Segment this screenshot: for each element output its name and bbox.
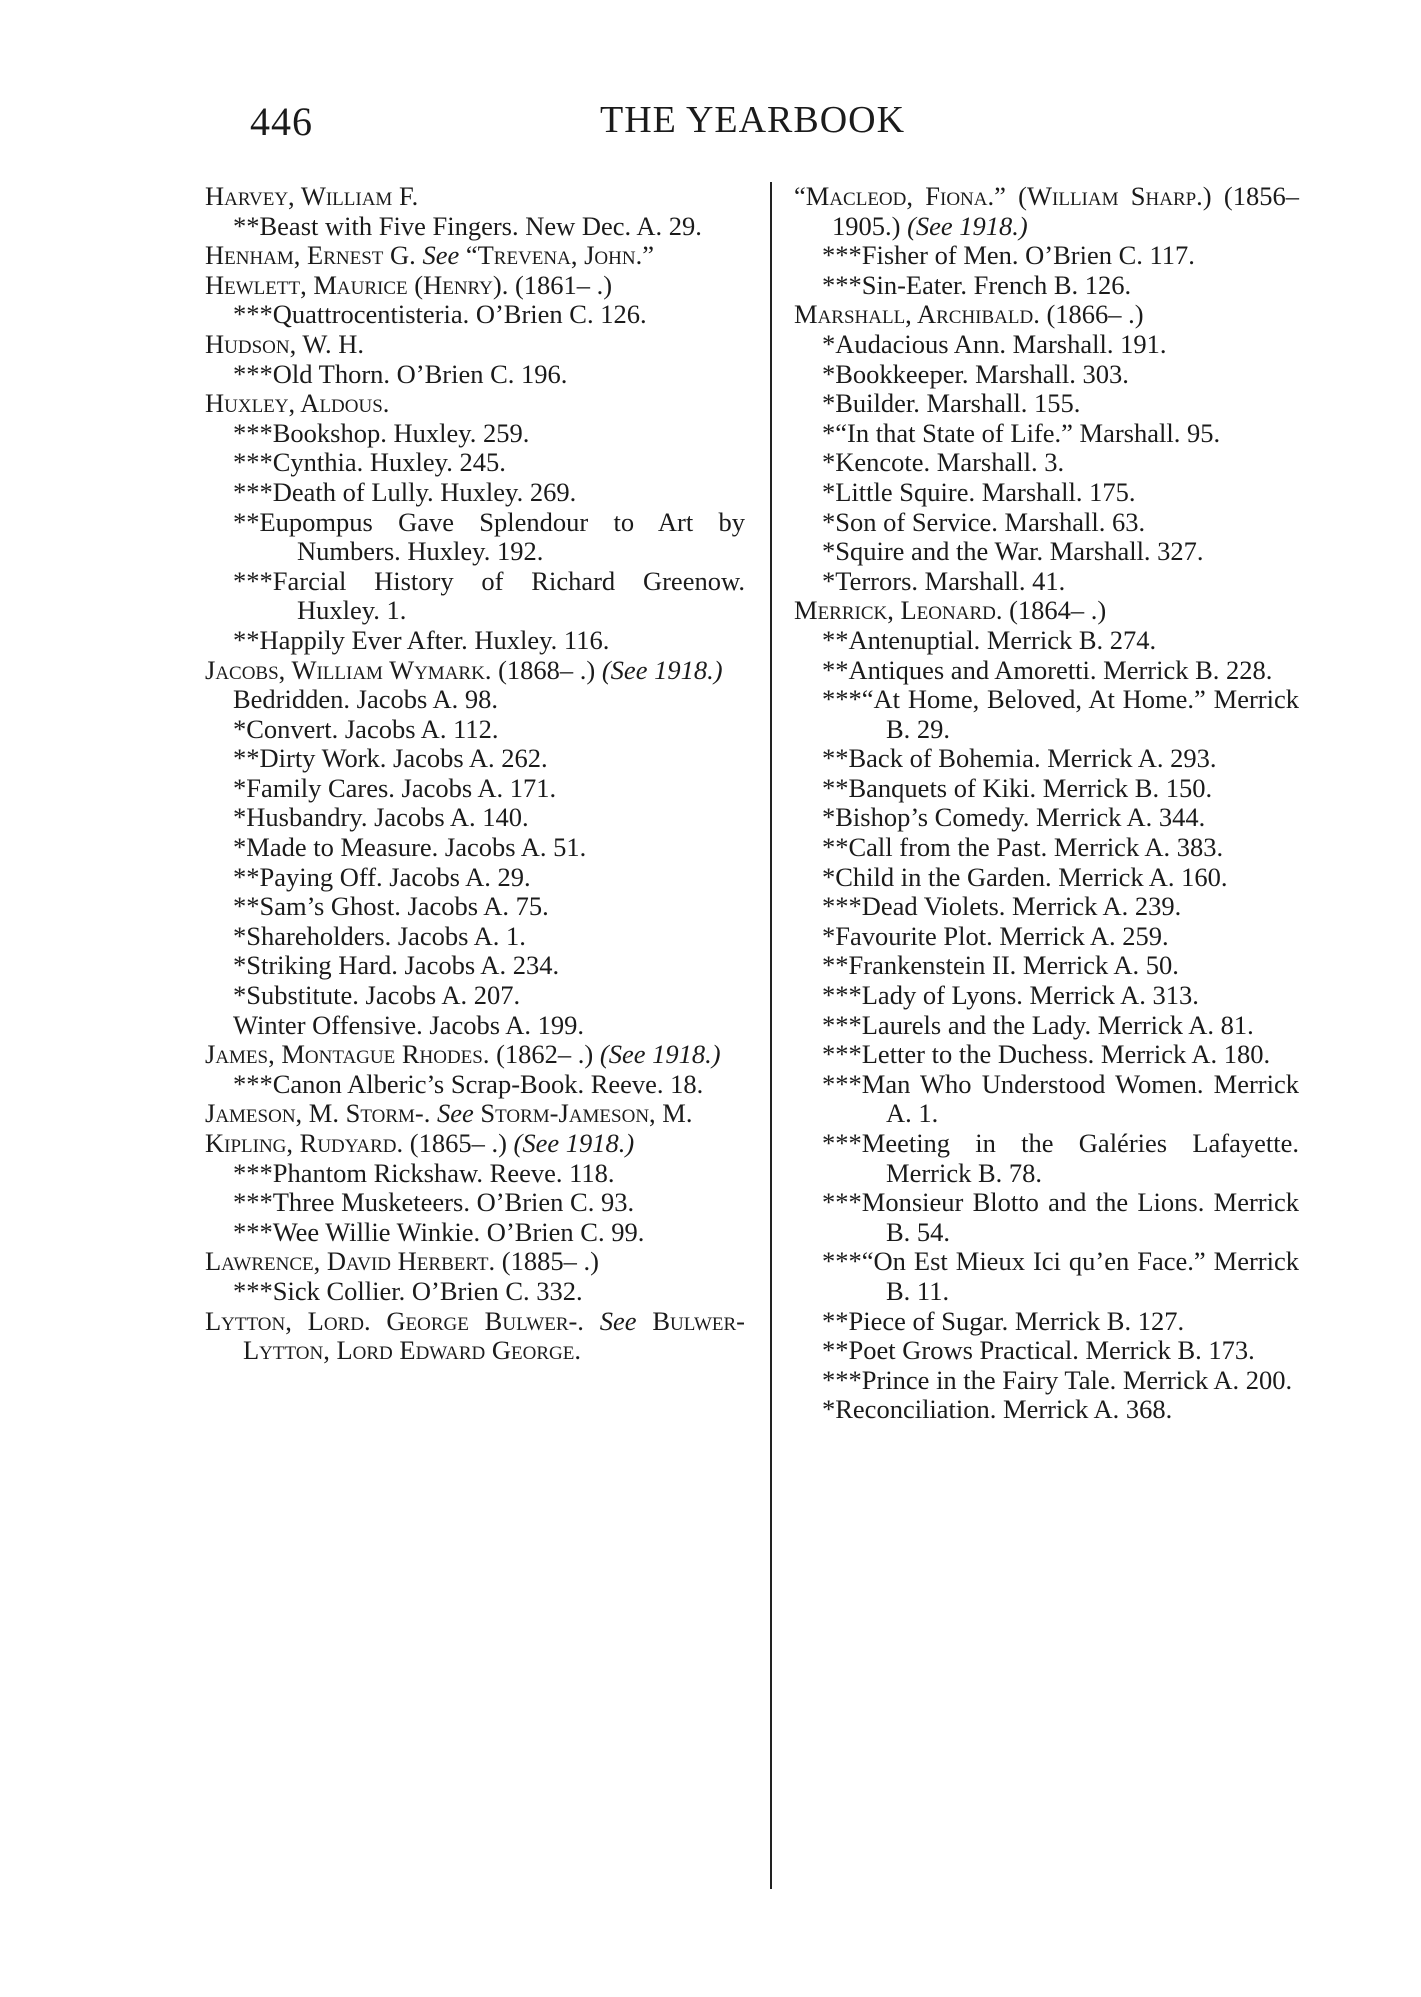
author-name: Hewlett, Maurice (Henry). (205, 269, 509, 300)
author-details: (1862– .) (496, 1039, 594, 1070)
author-heading (205, 1040, 745, 1070)
story-entry: ***Canon Alberic’s Scrap-Book. Reeve. 18. (233, 1068, 704, 1099)
page-number: 446 (250, 99, 313, 144)
author-name: Jacobs, William Wymark. (205, 654, 492, 685)
story-entry: **Antenuptial. Merrick B. 274. (822, 624, 1157, 655)
author-name: Hudson, W. H. (205, 328, 364, 359)
see-reference: (See 1918.) (907, 210, 1028, 241)
story-entry: *Builder. Marshall. 155. (822, 388, 1081, 419)
story-entry: *Reconciliation. Merrick A. 368. (822, 1394, 1173, 1425)
story-entry: *“In that State of Life.” Marshall. 95. (822, 417, 1221, 448)
story-entry: ***Sin-Eater. French B. 126. (822, 269, 1132, 300)
see-reference: See (599, 1305, 637, 1336)
story-entry: **Call from the Past. Merrick A. 383. (822, 832, 1224, 863)
see-reference: (See 1918.) (599, 1039, 721, 1070)
story-entry: *Husbandry. Jacobs A. 140. (233, 802, 529, 833)
story-entry: **Happily Ever After. Huxley. 116. (233, 624, 610, 655)
story-entry: ***Phantom Rickshaw. Reeve. 118. (233, 1157, 615, 1188)
story-entry: Bedridden. Jacobs A. 98. (233, 684, 498, 715)
story-entry: *Convert. Jacobs A. 112. (233, 713, 499, 744)
story-entry: *Squire and the War. Marshall. 327. (822, 536, 1204, 567)
author-details: Bulwer-Lytton, Lord Edward George. (243, 1305, 746, 1366)
story-entry: *Bookkeeper. Marshall. 303. (822, 358, 1129, 389)
author-name: James, Montague Rhodes. (205, 1039, 490, 1070)
story-entry: **Sam’s Ghost. Jacobs A. 75. (233, 891, 549, 922)
story-entry: ***“At Home, Beloved, At Home.” Merrick B. 29. (822, 684, 1299, 744)
author-details: “Trevena, John.” (465, 240, 654, 271)
story-entry: *Striking Hard. Jacobs A. 234. (233, 950, 560, 981)
author-details: (1865– .) (409, 1128, 507, 1158)
story-entry: ***Old Thorn. O’Brien C. 196. (233, 358, 568, 389)
story-entry: **Back of Bohemia. Merrick A. 293. (822, 743, 1217, 774)
story-entry: *Child in the Garden. Merrick A. 160. (822, 861, 1228, 892)
story-entry: ***“On Est Mieux Ici qu’en Face.” Merrick B. 11. (822, 1246, 1299, 1306)
story-entry: ***Prince in the Fairy Tale. Merrick A. 200. (822, 1364, 1293, 1395)
author-name: Lawrence, David Herbert. (205, 1246, 496, 1277)
author-heading (205, 1129, 745, 1159)
story-entry: ***Bookshop. Huxley. 259. (233, 417, 530, 448)
right-column (794, 182, 1299, 1425)
story-entry: *Bishop’s Comedy. Merrick A. 344. (822, 802, 1206, 833)
story-entry: **Piece of Sugar. Merrick B. 127. (822, 1305, 1185, 1336)
author-heading (205, 1247, 745, 1277)
story-entry: ***Wee Willie Winkie. O’Brien C. 99. (233, 1216, 645, 1247)
author-heading (794, 300, 1299, 330)
story-entry: ***Dead Violets. Merrick A. 239. (822, 891, 1182, 922)
page-header (0, 98, 1421, 148)
story-entry: ***Three Musketeers. O’Brien C. 93. (233, 1187, 635, 1218)
story-entry: *Shareholders. Jacobs A. 1. (233, 920, 526, 951)
running-head: THE YEARBOOK (600, 99, 906, 141)
story-entry: ***Laurels and the Lady. Merrick A. 81. (822, 1009, 1254, 1040)
story-entry: **Dirty Work. Jacobs A. 262. (233, 743, 548, 774)
author-name: Lytton, Lord. George Bulwer-. (205, 1305, 584, 1336)
author-heading (205, 241, 745, 271)
story-entry: ***Farcial History of Richard Greenow. Huxley. 1. (233, 565, 745, 626)
author-heading (205, 330, 745, 360)
story-entry: **Eupompus Gave Splendour to Art by Numbers. Huxley. 192. (233, 506, 745, 567)
author-heading (794, 596, 1299, 626)
story-entry: *Son of Service. Marshall. 63. (822, 506, 1146, 537)
story-entry: *Kencote. Marshall. 3. (822, 447, 1065, 478)
story-entry: ***Death of Lully. Huxley. 269. (233, 476, 577, 507)
story-entry: ***Letter to the Duchess. Merrick A. 180. (822, 1039, 1271, 1070)
story-entry: ***Monsieur Blotto and the Lions. Merrick B. 54. (822, 1187, 1299, 1247)
author-heading (205, 656, 745, 686)
story-entry: **Poet Grows Practical. Merrick B. 173. (822, 1335, 1255, 1366)
story-entry: ***Lady of Lyons. Merrick A. 313. (822, 980, 1199, 1011)
author-details: Storm-Jameson, M. (480, 1098, 693, 1129)
story-entry: *Substitute. Jacobs A. 207. (233, 980, 521, 1011)
left-column (205, 182, 745, 1366)
author-details: (1861– .) (514, 269, 613, 300)
author-heading (205, 182, 745, 212)
author-details: (1885– .) (501, 1246, 599, 1277)
see-reference: See (422, 240, 460, 271)
story-entry: *Family Cares. Jacobs A. 171. (233, 772, 557, 803)
author-name: Huxley, Aldous. (205, 388, 390, 419)
story-entry: ***Meeting in the Galéries Lafayette. Merrick B. 78. (822, 1128, 1299, 1188)
author-details: (1856–1905.) (832, 181, 1299, 241)
story-entry: **Banquets of Kiki. Merrick B. 150. (822, 772, 1213, 803)
story-entry: *Audacious Ann. Marshall. 191. (822, 328, 1167, 359)
story-entry: **Frankenstein II. Merrick A. 50. (822, 950, 1179, 981)
author-details: (1866– .) (1046, 299, 1144, 330)
story-entry: **Paying Off. Jacobs A. 29. (233, 861, 531, 892)
story-entry: *Little Squire. Marshall. 175. (822, 476, 1136, 507)
author-heading (794, 182, 1299, 241)
story-entry: Winter Offensive. Jacobs A. 199. (233, 1009, 584, 1040)
author-name: Marshall, Archibald. (794, 299, 1040, 330)
author-name: Merrick, Leonard. (794, 595, 1003, 626)
story-entry: **Antiques and Amoretti. Merrick B. 228. (822, 654, 1273, 685)
author-heading (205, 389, 745, 419)
story-entry: *Made to Measure. Jacobs A. 51. (233, 832, 587, 863)
story-entry: ***Fisher of Men. O’Brien C. 117. (822, 240, 1195, 271)
story-entry: ***Quattrocentisteria. O’Brien C. 126. (233, 299, 647, 330)
story-entry: **Beast with Five Fingers. New Dec. A. 29. (233, 210, 702, 241)
see-reference: (See 1918.) (513, 1128, 635, 1158)
see-reference: (See 1918.) (601, 654, 723, 685)
author-name: Harvey, William F. (205, 181, 419, 211)
author-heading (205, 1099, 745, 1129)
author-details: (1864– .) (1009, 595, 1107, 626)
column-rule (770, 182, 772, 1889)
story-entry: ***Man Who Understood Women. Merrick A. 1. (822, 1068, 1299, 1129)
story-entry: *Terrors. Marshall. 41. (822, 565, 1066, 596)
story-entry: *Favourite Plot. Merrick A. 259. (822, 920, 1169, 951)
author-details: (1868– .) (498, 654, 596, 685)
author-heading (205, 271, 745, 301)
story-entry: ***Sick Collier. O’Brien C. 332. (233, 1275, 583, 1306)
see-reference: See (436, 1098, 474, 1129)
author-name: Henham, Ernest G. (205, 240, 416, 271)
story-entry: ***Cynthia. Huxley. 245. (233, 447, 506, 478)
author-name: Jameson, M. Storm-. (205, 1098, 431, 1129)
author-name: “Macleod, Fiona.” (William Sharp.) (794, 181, 1212, 211)
author-heading (205, 1307, 745, 1366)
author-name: Kipling, Rudyard. (205, 1128, 404, 1158)
